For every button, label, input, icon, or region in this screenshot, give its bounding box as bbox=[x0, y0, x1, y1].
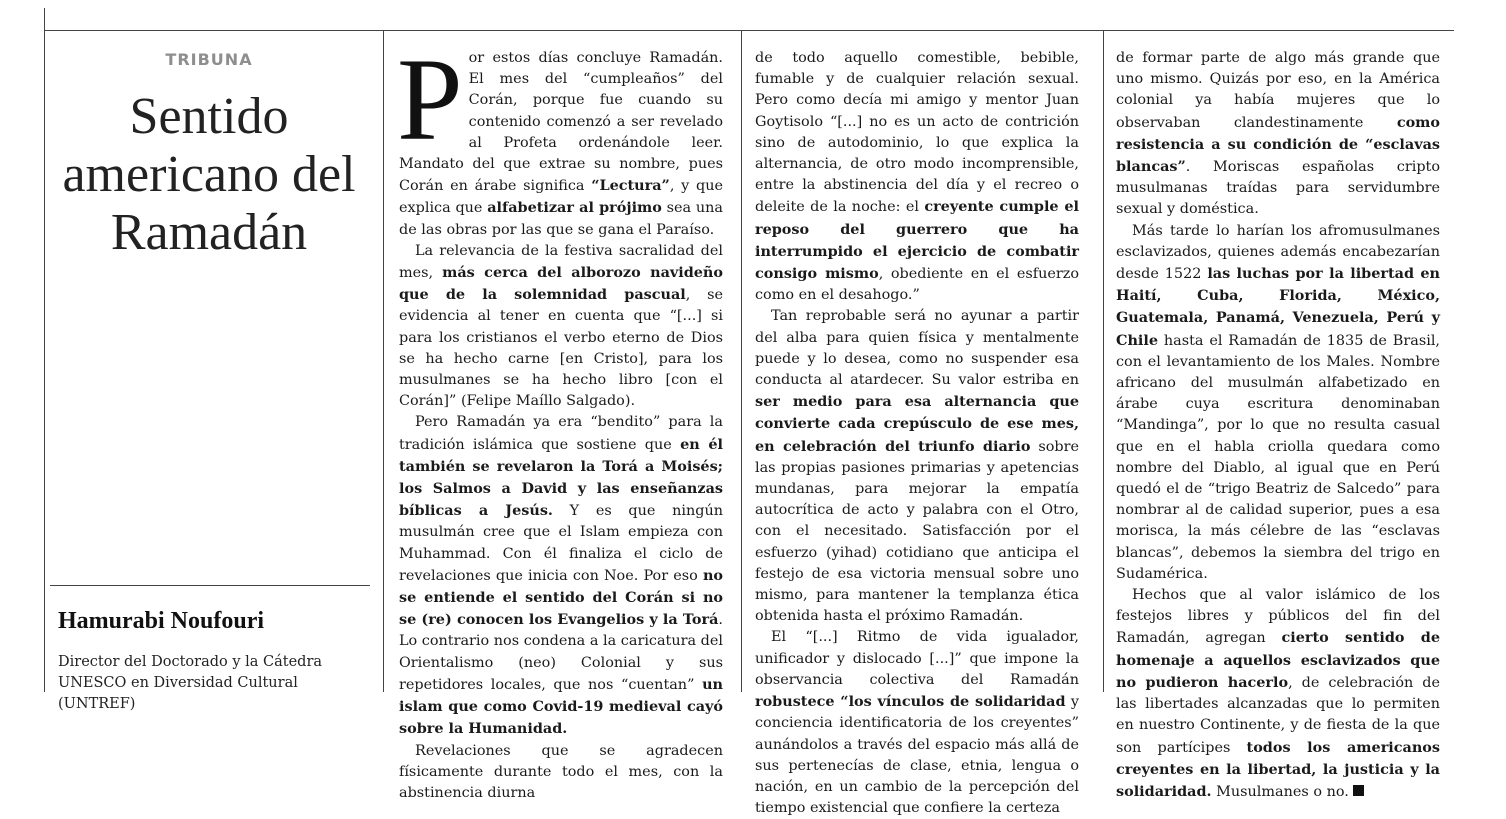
article-paragraph bbox=[755, 48, 1079, 306]
body-text: de formar parte de algo más grande que uno mismo. Quizás por eso, en la América colonial ya había mujeres que lo observaban clandestinamente bbox=[1116, 50, 1440, 131]
drop-cap: P bbox=[397, 34, 463, 165]
body-text: sobre las propias pasiones primarias y apetencias mundanas, para mejorar la empatía autocrítica de acto y palabra con el Otro, con el necesitado. Satisfacción por el esfuerzo (yihad) cotidiano que anticipa el festejo de esa victoria mensual sobre uno mismo, para mantener la templanza ética obtenida hasta el próximo Ramadán. bbox=[755, 438, 1079, 625]
article-paragraph bbox=[755, 627, 1079, 819]
emphasis-text: las luchas por la libertad en Haití, Cuba, Florida, México, Guatemala, Panamá, Venezuela, Perú y Chile bbox=[1116, 265, 1440, 349]
author-bio: Director del Doctorado y la Cátedra UNESCO en Diversidad Cultural (UNTREF) bbox=[58, 654, 323, 712]
emphasis-text: en él también se revelaron la Torá a Moisés; los Salmos a David y las enseñanzas bíblicas a Jesús. bbox=[399, 435, 723, 520]
body-text: sea una de las obras por las que se gana el Paraíso. bbox=[399, 200, 723, 238]
section-label: TRIBUNA bbox=[165, 50, 253, 69]
body-text: hasta el Ramadán de 1835 de Brasil, con el levantamiento de los Males. Nombre africano del musulmán alfabetizado en árabe cuya escritura denominaban “Mandinga”, por lo que no resulta casual que en el habla criolla quedara como nombre del Diablo, al igual que en Perú quedó el de “trigo Beatriz de Salcedo” para nombrar al de calidad superior, pues a esa morisca, la más célebre de las “esclavas blancas”, debemos la siembra del trigo en Sudamérica. bbox=[1116, 332, 1440, 582]
body-text: El “[...] Ritmo de vida igualador, unificador y dislocado [...]” que impone la observancia colectiva del Ramadán bbox=[755, 629, 1079, 688]
body-text: Hechos que al valor islámico de los festejos libres y públicos del fin del Ramadán, agregan bbox=[1116, 587, 1440, 647]
body-text: , obediente en el esfuerzo como en el desahogo.” bbox=[755, 266, 1080, 304]
article-paragraph bbox=[1116, 48, 1440, 221]
author-name: Hamurabi Noufouri bbox=[58, 608, 265, 634]
emphasis-text: creyente cumple el reposo del guerrero que ha interrumpido el ejercicio de combatir consigo mismo bbox=[755, 198, 1080, 283]
emphasis-text: como resistencia a su condición de “esclavas blancas” bbox=[1116, 113, 1440, 176]
body-text: de todo aquello comestible, bebible, fumable y de cualquier relación sexual. Pero como decía mi amigo y mentor Juan Goytisolo “[...] no es un acto de contrición sino de autodominio, lo que explica la alternancia, de otro modo incomprensible, entre la abstinencia del día y el recreo o deleite de la noche: el bbox=[755, 50, 1079, 216]
byline-rule bbox=[50, 585, 370, 586]
article-column-1 bbox=[397, 34, 724, 801]
emphasis-text: todos los americanos creyentes en la libertad, la justicia y la solidaridad. bbox=[1116, 738, 1440, 800]
emphasis-text: robustece “los vínculos de solidaridad bbox=[755, 693, 1066, 711]
body-text: Pero Ramadán ya era “bendito” para la tradición islámica que sostiene que bbox=[399, 414, 723, 453]
emphasis-text: ser medio para esa alternancia que convierte cada crepúsculo de ese mes, en celebración del triunfo diario bbox=[755, 393, 1079, 455]
emphasis-text: no se entiende el sentido del Corán si no se (re) conocen los Evangelios y la Torá bbox=[399, 566, 723, 629]
column-divider bbox=[1103, 30, 1104, 692]
article-paragraph bbox=[397, 34, 724, 241]
article-paragraph bbox=[755, 306, 1079, 627]
headline: Sentido americano del Ramadán bbox=[62, 88, 356, 261]
body-text: y conciencia identificatoria de los creyentes” aunándolos a través del espacio más allá de sus pertenecías de clase, etnia, lengua o nación, en un cambio de la percepción del tiempo existencial que confiere la certeza bbox=[755, 694, 1079, 817]
article-paragraph bbox=[399, 241, 723, 413]
emphasis-text: más cerca del alborozo navideño que de la solemnidad pascual bbox=[399, 264, 723, 304]
article-column-2 bbox=[755, 48, 1080, 817]
body-text: Musulmanes o no. bbox=[1211, 783, 1349, 800]
article-paragraph bbox=[1116, 221, 1440, 585]
column-divider bbox=[741, 30, 742, 692]
body-text: or estos días concluye Ramadán. El mes del “cumpleaños” del Corán, porque fue cuando su contenido comenzó a ser revelado al Profeta ordenándole leer. Mandato del que extrae su nombre, pues Corán en árabe significa bbox=[399, 50, 723, 195]
column-divider bbox=[383, 30, 384, 692]
emphasis-text: un islam que como Covid-19 medieval cayó sobre la Humanidad. bbox=[399, 675, 723, 738]
body-text: . Moriscas españolas cripto musulmanas traídas para servidumbre sexual y doméstica. bbox=[1116, 159, 1440, 218]
emphasis-text: alfabetizar al prójimo bbox=[487, 199, 662, 217]
emphasis-text: “Lectura” bbox=[591, 177, 670, 195]
body-text: Y es que ningún musulmán cree que el Islam empieza con Muhammad. Con él finaliza el ciclo de revelaciones que inicia con Noe. Por eso bbox=[399, 503, 723, 584]
body-text: . Lo contrario nos condena a la caricatura del Orientalismo (neo) Colonial y sus repetidores locales, que nos “cuentan” bbox=[399, 612, 723, 693]
article-column-3 bbox=[1116, 48, 1440, 800]
article-paragraph bbox=[1116, 585, 1440, 803]
sidebar bbox=[44, 30, 382, 712]
body-text: , se evidencia al tener en cuenta que “[...] si para los cristianos el verbo eterno de Dios se ha hecho carne [en Cristo], para los musulmanes se ha hecho libro [con el Corán]” (Felipe Maíllo Salgado). bbox=[399, 287, 723, 410]
article-paragraph bbox=[399, 741, 723, 805]
emphasis-text: cierto sentido de homenaje a aquellos esclavizados que no pudieron hacerlo bbox=[1116, 629, 1440, 691]
body-text: Más tarde lo harían los afromusulmanes esclavizados, quienes además encabezarían desde 1522 bbox=[1116, 222, 1440, 283]
body-text: Tan reprobable será no ayunar a partir del alba para quien física y mentalmente puede y lo desea, como no suspender esa conducta al atardecer. Su valor estriba en bbox=[755, 308, 1079, 389]
top-corner-tick bbox=[44, 8, 45, 30]
body-text: , y que explica que bbox=[399, 178, 724, 217]
article-paragraph bbox=[399, 412, 723, 740]
body-text: Revelaciones que se agradecen físicamente durante todo el mes, con la abstinencia diurna bbox=[399, 742, 723, 801]
end-mark bbox=[1353, 785, 1364, 796]
body-text: La relevancia de la festiva sacralidad del mes, bbox=[399, 242, 723, 282]
body-text: , de celebración de las libertades alcanzadas que lo permiten en nuestro Continente, y de fiesta de la que son partícipes bbox=[1116, 674, 1440, 756]
